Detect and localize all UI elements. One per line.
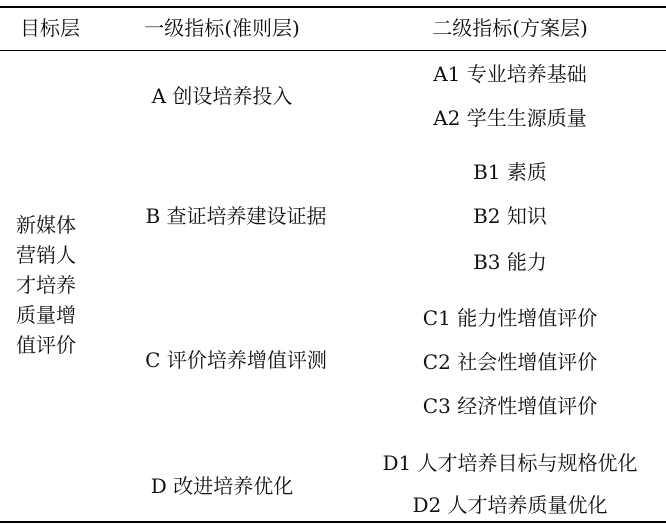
goal-line: 才培养 bbox=[16, 273, 76, 297]
header-level1: 一级指标(准则层) bbox=[144, 16, 300, 40]
level2-item-a1: A1 专业培养基础 bbox=[433, 62, 587, 86]
level2-item-b2: B2 知识 bbox=[473, 204, 547, 228]
goal-line: 值评价 bbox=[16, 333, 76, 357]
level2-item-c2: C2 社会性增值评价 bbox=[422, 350, 598, 374]
goal-line: 新媒体 bbox=[16, 213, 76, 237]
goal-line: 营销人 bbox=[16, 243, 76, 267]
table-top-rule bbox=[0, 6, 666, 8]
level2-item-b3: B3 能力 bbox=[473, 250, 547, 274]
level1-item-a: A 创设培养投入 bbox=[151, 84, 293, 108]
level2-item-a2: A2 学生生源质量 bbox=[433, 106, 587, 130]
level1-item-b: B 查证培养建设证据 bbox=[145, 204, 327, 228]
level2-item-b1: B1 素质 bbox=[473, 160, 547, 184]
level1-item-d: D 改进培养优化 bbox=[150, 474, 294, 498]
level2-item-d1: D1 人才培养目标与规格优化 bbox=[382, 451, 638, 475]
level1-item-c: C 评价培养增值评测 bbox=[145, 348, 327, 372]
goal-cell bbox=[16, 210, 116, 360]
level2-item-c3: C3 经济性增值评价 bbox=[422, 394, 598, 418]
level2-item-c1: C1 能力性增值评价 bbox=[422, 306, 598, 330]
goal-line: 质量增 bbox=[16, 303, 76, 327]
level2-item-d2: D2 人才培养质量优化 bbox=[412, 493, 608, 517]
table-header-rule bbox=[0, 50, 666, 51]
table-bottom-rule bbox=[0, 521, 666, 523]
header-level2: 二级指标(方案层) bbox=[432, 16, 588, 40]
header-goal-layer: 目标层 bbox=[20, 16, 80, 40]
